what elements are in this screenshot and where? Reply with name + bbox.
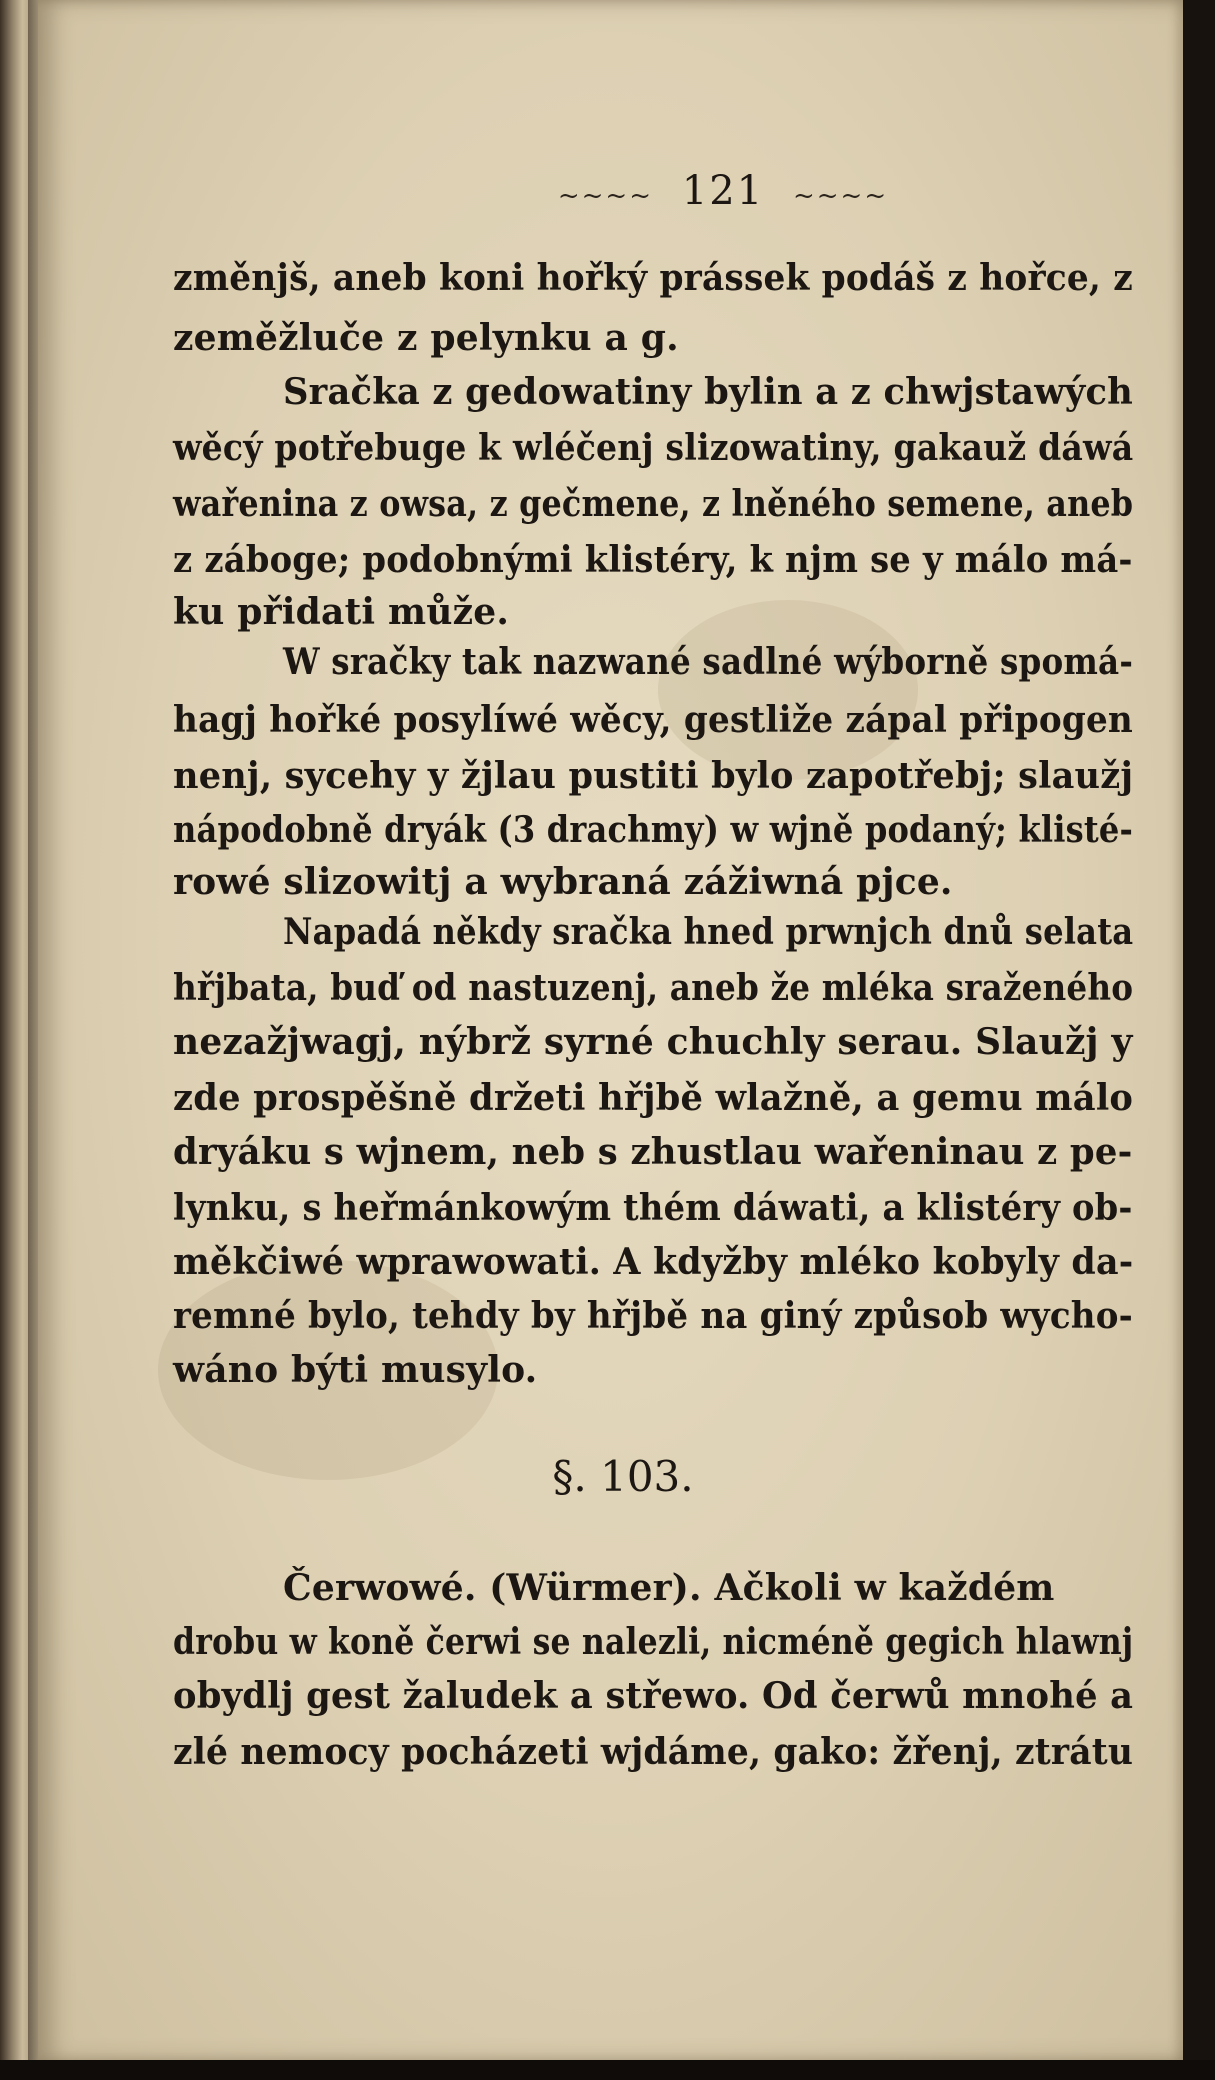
text-line: změnjš, aneb koni hořký prássek podáš z hořce, z <box>173 257 1133 299</box>
text-line: nenj, sycehy y žjlau pustiti bylo zapotřebj; slaužj <box>173 755 1134 797</box>
text-line: zlé nemocy pocházeti wjdáme, gako: žřenj, ztrátu <box>173 1731 1134 1773</box>
page-number: 121 <box>681 168 765 214</box>
text-line: ku přidati může. <box>173 591 510 633</box>
text-line: wěcý potřebuge k wléčenj slizowatiny, gakauž dáwá <box>173 427 1134 469</box>
text-line: nezažjwagj, nýbrž syrné chuchly serau. Slaužj y <box>173 1021 1133 1063</box>
paper-stain <box>658 600 918 780</box>
text-line: remné bylo, tehdy by hřjbě na giný způsob wycho- <box>173 1295 1133 1337</box>
text-line: Sračka z gedowatiny bylin a z chwjstawých <box>283 371 1134 413</box>
text-line: lynku, s heřmánkowým thém dáwati, a klistéry ob- <box>173 1187 1133 1229</box>
left-page-edge <box>0 0 30 2080</box>
text-line: drobu w koně čerwi se nalezli, nicméně gegich hlawnj <box>173 1621 1134 1663</box>
book-page <box>38 0 1183 2062</box>
text-line: nápodobně dryák (3 drachmy) w wjně podaný; klisté- <box>173 809 1134 851</box>
text-line: zeměžluče z pelynku a g. <box>173 317 679 359</box>
header-ornament-right: ~~~~ <box>792 181 889 211</box>
bottom-edge-shadow <box>0 2060 1215 2080</box>
text-line: měkčiwé wprawowati. A kdyžby mléko kobyly da- <box>173 1241 1134 1283</box>
text-line: hagj hořké posylíwé wěcy, gestliže zápal připogen <box>173 699 1134 741</box>
text-line: Čerwowé. (Würmer). Ačkoli w každém <box>283 1567 1055 1609</box>
text-line: wáno býti musylo. <box>173 1349 538 1391</box>
text-line: wařenina z owsa, z gečmene, z lněného semene, aneb <box>173 483 1134 525</box>
text-line: W sračky tak nazwané sadlné wýborně spomá- <box>283 641 1134 683</box>
text-line: z záboge; podobnými klistéry, k njm se y málo má- <box>173 539 1133 581</box>
text-line: rowé slizowitj a wybraná zážiwná pjce. <box>173 861 953 903</box>
section-heading: §. 103. <box>552 1452 694 1501</box>
text-line: obydlj gest žaludek a střewo. Od čerwů mnohé a <box>173 1675 1134 1717</box>
page-header <box>403 168 1043 214</box>
text-line: zde prospěšně držeti hřjbě wlažně, a gemu málo <box>173 1077 1134 1119</box>
header-ornament-left: ~~~~ <box>557 181 653 211</box>
text-line: dryáku s wjnem, neb s zhustlau wařeninau z pe- <box>173 1131 1133 1173</box>
text-line: Napadá někdy sračka hned prwnjch dnů selata <box>283 911 1134 953</box>
text-line: hřjbata, buď od nastuzenj, aneb že mléka sraženého <box>173 967 1134 1009</box>
